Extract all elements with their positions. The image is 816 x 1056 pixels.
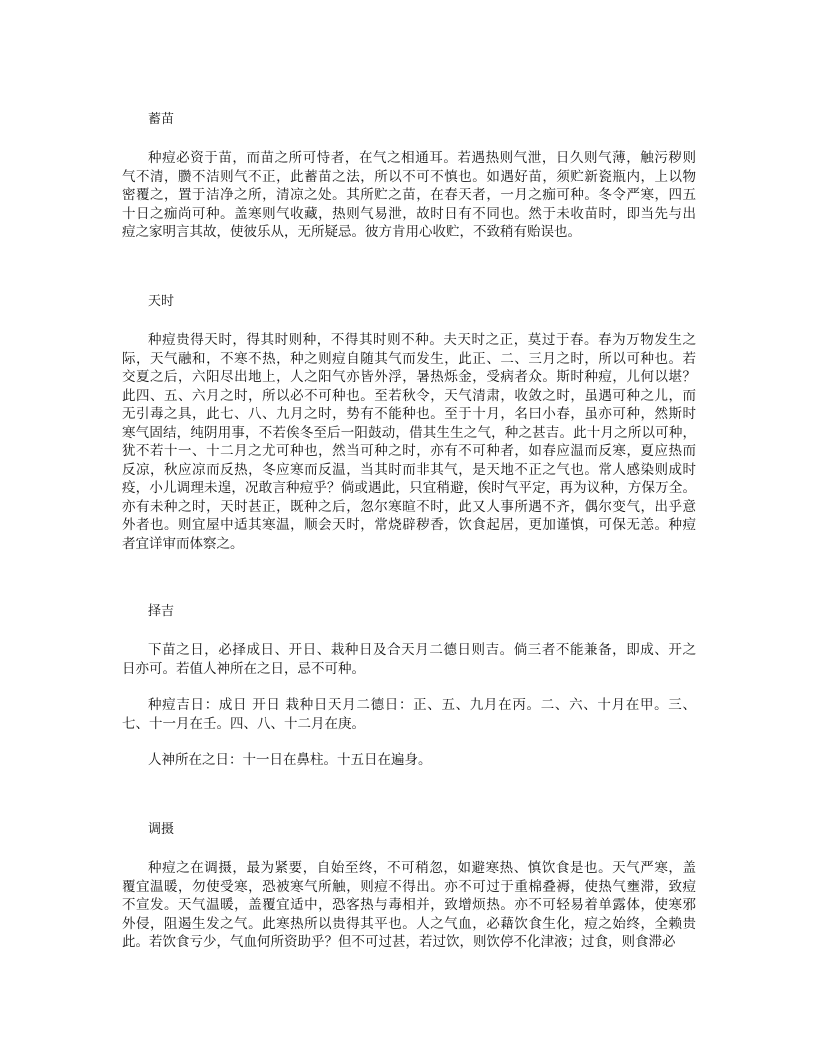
- text-line: 七、十一月在壬。四、八、十二月在庚。: [122, 715, 365, 732]
- text-line: 人神所在之日：十一日在鼻柱。十五日在遍身。: [148, 752, 432, 768]
- text-line: 不宣发。天气温暖，盖覆宜适中，恐客热与毒相并，致增烦热。亦不可轻易着单露体，使寒邪: [122, 897, 696, 913]
- text-line: 犹不若十一、十二月之尤可种也，然当可种之时，亦有不可种者，如春应温而反寒，夏应热而: [122, 443, 696, 459]
- text-line: 者宜详审而体察之。: [122, 535, 244, 552]
- text-line: 十日之痂尚可种。盖寒则气收藏，热则气易泄，故时日有不同也。然于未收苗时，即当先与出: [122, 205, 696, 222]
- section-heading: 蓄苗: [148, 112, 175, 127]
- body-paragraph: [122, 696, 696, 733]
- text-line: 亦有未种之时，天时甚正，既种之后，忽尔寒暄不时，此又人事所遇不齐，偶尔变气，出乎意: [122, 498, 696, 515]
- text-line: 种痘必资于苗，而苗之所可恃者，在气之相通耳。若遇热则气泄，日久则气薄，触污秽则: [148, 150, 696, 166]
- body-paragraph: [122, 751, 696, 770]
- section-heading: 择吉: [148, 604, 175, 619]
- text-line: 痘之家明言其故，使彼乐从，无所疑忌。彼方肯用心收贮，不致稍有贻误也。: [122, 224, 581, 240]
- text-line: 气不清，臜不洁则气不正，此蓄苗之法，所以不可不慎也。如遇好苗，须贮新瓷瓶内，上以物: [122, 168, 696, 185]
- text-line: 种痘贵得天时，得其时则种，不得其时则不种。夫天时之正，莫过于春。春为万物发生之: [148, 332, 696, 348]
- section-heading: 调摄: [148, 822, 175, 837]
- section-heading: 天时: [148, 294, 175, 309]
- body-paragraph: [122, 641, 696, 678]
- text-line: 此四、五、六月之时，所以必不可种也。至若秋令，天气清肃，收敛之时，虽遇可种之儿，而: [122, 387, 696, 404]
- body-paragraph: [122, 149, 696, 242]
- text-line: 日亦可。若值人神所在之日，忌不可种。: [122, 660, 365, 677]
- text-line: 外者也。则宜屋中适其寒温，顺会天时，常烧辟秽香，饮食起居，更加谨慎，可保无恙。种痘: [122, 517, 696, 533]
- text-line: 际，天气融和，不寒不热，种之则痘自随其气而发生，此正、二、三月之时，所以可种也。若: [122, 350, 696, 367]
- text-line: 寒气固结，纯阴用事，不若俟冬至后一阳鼓动，借其生生之气，种之甚吉。此十月之所以可种，: [122, 424, 696, 441]
- text-line: 交夏之后，六阳尽出地上，人之阳气亦皆外浮，暑热烁金，受病者众。斯时种痘，儿何以堪？: [122, 369, 696, 385]
- text-line: 疫，小儿调理未遑，况敢言种痘乎？倘或遇此，只宜稍避，俟时气平定，再为议种，方保万全。: [122, 480, 696, 496]
- text-line: 种痘吉日：成日 开日 栽种日天月二德日：正、五、九月在丙。二、六、十月在甲。三、: [148, 697, 696, 713]
- text-line: 种痘之在调摄，最为紧要，自始至终，不可稍忽，如避寒热、慎饮食是也。天气严寒，盖: [148, 860, 696, 876]
- text-line: 覆宜温暖，勿使受寒，恐被寒气所触，则痘不得出。亦不可过于重棉叠褥，使热气壅滞，致痘: [122, 878, 696, 895]
- text-line: 此。若饮食亏少，气血何所资助乎？但不可过甚，若过饮，则饮停不化津液；过食，则食滞必: [122, 934, 676, 950]
- body-paragraph: [122, 331, 696, 553]
- text-line: 密覆之，置于洁净之所，清凉之处。其所贮之苗，在春天者，一月之痂可种。冬令严寒，四五: [122, 187, 696, 203]
- text-line: 反凉，秋应凉而反热，冬应寒而反温，当其时而非其气，是天地不正之气也。常人感染则成时: [122, 461, 696, 478]
- text-line: 下苗之日，必择成日、开日、栽种日及合天月二德日则吉。倘三者不能兼备，即成、开之: [148, 642, 696, 658]
- text-line: 外侵，阻遏生发之气。此寒热所以贵得其平也。人之气血，必藉饮食生化，痘之始终，全赖贵: [122, 915, 696, 932]
- body-paragraph: [122, 859, 696, 952]
- text-line: 无引毒之具，此七、八、九月之时，势有不能种也。至于十月，名曰小春，虽亦可种，然斯时: [122, 406, 696, 422]
